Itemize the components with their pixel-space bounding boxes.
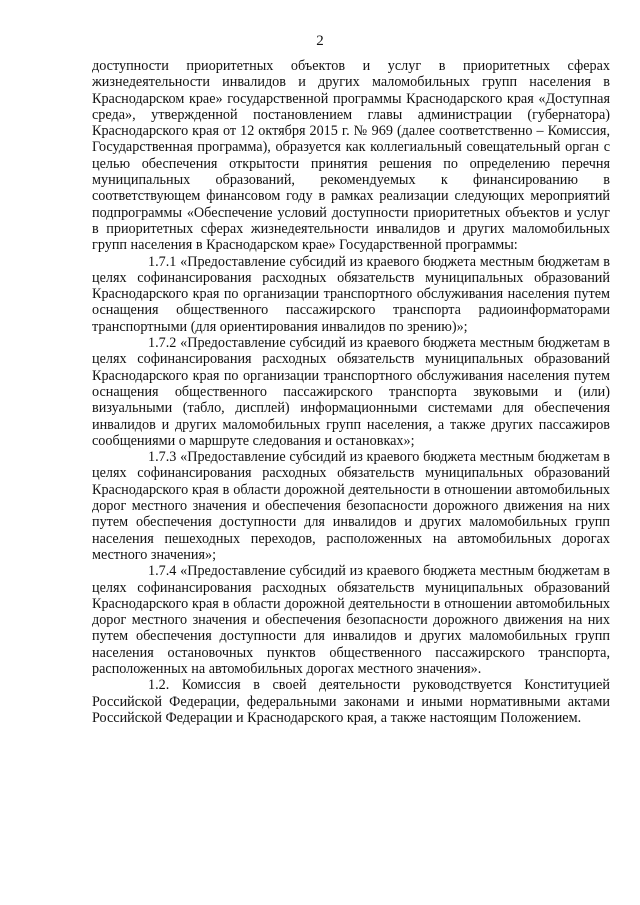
paragraph-1-7-1: 1.7.1 «Предоставление субсидий из краевого бюджета местным бюджетам в целях софинансирования расходных обязательств муниципальных образований Краснодарского края по организации транспортного обслуживания населения путем оснащения общественного пассажирского транспорта радиоинформаторами транспортными (для ориентирования инвалидов по зрению)»;: [92, 253, 610, 335]
paragraph-1-2: 1.2. Комиссия в своей деятельности руководствуется Конституцией Российской Федерации, федеральными законами и иными нормативными актами Российской Федерации и Краснодарского края, а также настоящим Положением.: [92, 677, 610, 726]
body-text: [92, 58, 610, 726]
page-number: 2: [316, 33, 324, 49]
paragraph-intro-continuation: доступности приоритетных объектов и услуг в приоритетных сферах жизнедеятельности инвалидов и других маломобильных групп населения в Краснодарском крае» государственной программы Краснодарского края «Доступная среда», утвержденной постановлением главы администрации (губернатора) Краснодарского края от 12 октября 2015 г. № 969 (далее соответственно – Комиссия, Государственная программа), образуется как коллегиальный совещательный орган с целью обеспечения открытости принятия решения по определению перечня муниципальных образований, рекомендуемых к финансированию в соответствующем финансовом году в рамках реализации следующих мероприятий подпрограммы «Обеспечение условий доступности приоритетных объектов и услуг в приоритетных сферах жизнедеятельности инвалидов и других маломобильных групп населения в Краснодарском крае» Государственной программы:: [92, 58, 610, 254]
paragraph-1-7-3: 1.7.3 «Предоставление субсидий из краевого бюджета местным бюджетам в целях софинансирования расходных обязательств муниципальных образований Краснодарского края в области дорожной деятельности в отношении автомобильных дорог местного значения и обеспечения безопасности дорожного движения на них путем обеспечения доступности для инвалидов и других маломобильных групп населения пешеходных переходов, расположенных на автомобильных дорогах местного значения»;: [92, 449, 610, 563]
paragraph-1-7-2: 1.7.2 «Предоставление субсидий из краевого бюджета местным бюджетам в целях софинансирования расходных обязательств муниципальных образований Краснодарского края по организации транспортного обслуживания населения путем оснащения общественного пассажирского транспорта звуковыми и (или) визуальными (табло, дисплей) информационными системами для обеспечения инвалидов и других маломобильных групп населения, а также других пассажиров сообщениями о маршруте следования и остановках»;: [92, 335, 610, 449]
paragraph-1-7-4: 1.7.4 «Предоставление субсидий из краевого бюджета местным бюджетам в целях софинансирования расходных обязательств муниципальных образований Краснодарского края в области дорожной деятельности в отношении автомобильных дорог местного значения и обеспечения безопасности дорожного движения на них путем обеспечения доступности для инвалидов и других маломобильных групп населения остановочных пунктов общественного пассажирского транспорта, расположенных на автомобильных дорогах местного значения».: [92, 563, 610, 677]
